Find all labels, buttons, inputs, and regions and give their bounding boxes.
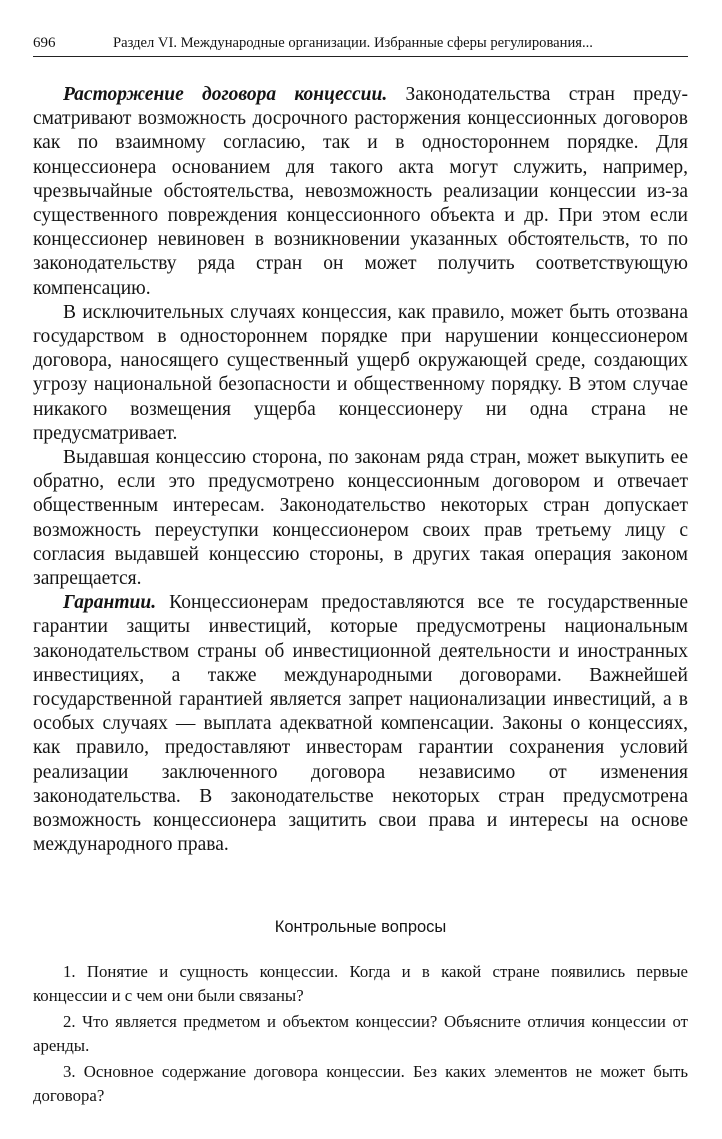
paragraph-text: Выдавшая концессию сторона, по законам ряда стран, может выкупить ее обратно, если это предусмотрено концессионным договором и отвечает общественным интересам. Законодательство некоторых стран допускает возможность переуступки концессионером своих прав третьему лицу с согласия выдавшей концессию стороны, в других такая операция законом запрещается.: [33, 447, 688, 590]
run-in-heading-guarantees: Гарантии.: [63, 592, 157, 614]
question-item: 1. Понятие и сущность концессии. Когда и в какой стране появились первые концессии и с чем они были связаны?: [33, 962, 688, 1005]
running-head: [33, 34, 688, 52]
question-item: 2. Что является предметом и объектом концессии? Объясните отличия концессии от аренды.: [33, 1012, 688, 1055]
review-questions: [33, 960, 688, 1110]
running-title: Раздел VI. Международные организации. Избранные сферы регулирования...: [113, 35, 593, 51]
paragraph-buyback: [33, 446, 688, 591]
paragraph-termination: [33, 83, 688, 301]
paragraph-revocation: [33, 301, 688, 446]
page-number: 696: [33, 35, 56, 51]
paragraph-text: В исключительных случаях концессия, как правило, может быть отозвана государством в одностороннем порядке при нарушении концессионером договора, наносящего существенный ущерб окружающей среде, создающих угрозу национальной безопасности и общественному порядку. В этом случае никакого возмещения ущерба концессионеру ни одна страна не предусматривает.: [33, 301, 688, 444]
main-text: [33, 83, 688, 858]
paragraph-text: Концессионерам предоставляются все те государственные гарантии защиты инвестиций, которые предусмотрены национальным законодательством страны об инвестиционной деятельности и иностранных инвестициях, а также международными договорами. Важнейшей государственной гарантией является запрет национализации инвестиций, а в особых случаях — выплата адекватной компенсации. Законы о концессиях, как правило, предоставляют инвесторам гарантии сохранения условий реализации заключенного договора независимо от изменения законодательства. В законодательстве некоторых стран предусмотрена возможность концессионера защитить свои права и интересы на основе международного права.: [33, 592, 688, 856]
header-rule: [33, 56, 688, 57]
paragraph-guarantees: [33, 591, 688, 857]
run-in-heading-termination: Расторжение договора концессии.: [63, 84, 388, 105]
review-questions-heading: Контрольные вопросы: [274, 918, 447, 936]
question-item: 3. Основное содержание договора концессии. Без каких элементов не может быть договора?: [33, 1062, 688, 1105]
paragraph-text: Законодательства стран предусматривают возможность досрочного расторжения концессионных договоров как по взаимному согласию, так и в одностороннем порядке. Для концессионера основанием для такого акта могут служить, например, чрезвычайные обстоятельства, невозможность реализации концессии из-за существенного повреждения концессионного объекта и др. При этом если концессионер невиновен в возникновении указанных обстоятельств, то по законодательству ряда стран он может получить соответствующую компенсацию.: [33, 84, 689, 299]
